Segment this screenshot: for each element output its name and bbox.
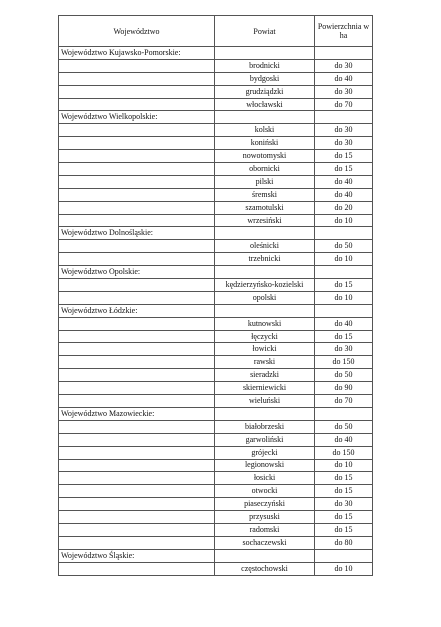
area-cell: do 15 [315,485,373,498]
table-row [59,188,373,201]
powiat-cell: kędzierzyńsko-kozielski [215,279,315,292]
area-cell: do 15 [315,472,373,485]
table-row [59,459,373,472]
empty-cell [59,395,215,408]
empty-cell [59,523,215,536]
table-row [59,356,373,369]
empty-cell [59,382,215,395]
powiat-cell: nowotomyski [215,150,315,163]
table-row [59,214,373,227]
area-cell: do 90 [315,382,373,395]
region-label: Województwo Opolskie: [59,266,215,279]
region-label: Województwo Kujawsko-Pomorskie: [59,47,215,60]
area-cell: do 40 [315,72,373,85]
empty-cell [59,446,215,459]
empty-cell [59,214,215,227]
empty-cell [215,111,315,124]
area-cell: do 40 [315,433,373,446]
region-row [59,549,373,562]
empty-cell [59,433,215,446]
table-row [59,150,373,163]
empty-cell [215,407,315,420]
area-cell: do 40 [315,188,373,201]
empty-cell [59,137,215,150]
table-row [59,562,373,575]
area-cell: do 15 [315,279,373,292]
table-row [59,420,373,433]
empty-cell [59,175,215,188]
table-row [59,343,373,356]
area-cell: do 50 [315,240,373,253]
powiat-cell: radomski [215,523,315,536]
region-label: Województwo Mazowieckie: [59,407,215,420]
table-row [59,85,373,98]
empty-cell [59,485,215,498]
area-cell: do 30 [315,59,373,72]
empty-cell [59,98,215,111]
empty-cell [59,343,215,356]
powiat-cell: rawski [215,356,315,369]
area-cell: do 70 [315,395,373,408]
empty-cell [215,304,315,317]
region-row [59,266,373,279]
powiat-cell: obornicki [215,163,315,176]
region-label: Województwo Śląskie: [59,549,215,562]
powiat-cell: pilski [215,175,315,188]
table-row [59,201,373,214]
empty-cell [59,253,215,266]
empty-cell [59,562,215,575]
table-row [59,59,373,72]
empty-cell [215,266,315,279]
empty-cell [59,201,215,214]
area-cell: do 10 [315,214,373,227]
empty-cell [315,227,373,240]
powiat-cell: przysuski [215,511,315,524]
area-cell: do 150 [315,356,373,369]
region-label: Województwo Wielkopolskie: [59,111,215,124]
powiat-cell: grudziądzki [215,85,315,98]
empty-cell [59,459,215,472]
area-cell: do 30 [315,124,373,137]
empty-cell [59,150,215,163]
empty-cell [315,47,373,60]
area-cell: do 80 [315,536,373,549]
area-cell: do 30 [315,498,373,511]
header-powierzchnia: Powierzchnia w ha [315,16,373,47]
table-row [59,485,373,498]
empty-cell [59,369,215,382]
powiat-cell: skierniewicki [215,382,315,395]
table-row [59,98,373,111]
empty-cell [59,85,215,98]
empty-cell [59,72,215,85]
table-row [59,291,373,304]
table-row [59,536,373,549]
header-row [59,16,373,47]
powiat-cell: łęczycki [215,330,315,343]
area-cell: do 40 [315,317,373,330]
area-cell: do 30 [315,85,373,98]
empty-cell [59,511,215,524]
powiat-cell: sochaczewski [215,536,315,549]
empty-cell [215,227,315,240]
area-cell: do 10 [315,562,373,575]
area-cell: do 15 [315,523,373,536]
table-body [59,47,373,576]
empty-cell [59,124,215,137]
empty-cell [59,330,215,343]
empty-cell [315,304,373,317]
table-row [59,240,373,253]
empty-cell [59,472,215,485]
empty-cell [59,498,215,511]
table-row [59,472,373,485]
table-row [59,369,373,382]
powiat-cell: koniński [215,137,315,150]
table-row [59,382,373,395]
area-cell: do 15 [315,330,373,343]
region-label: Województwo Łódzkie: [59,304,215,317]
powiat-cell: białobrzeski [215,420,315,433]
powiat-cell: brodnicki [215,59,315,72]
area-cell: do 40 [315,175,373,188]
empty-cell [59,240,215,253]
area-cell: do 50 [315,420,373,433]
area-cell: do 70 [315,98,373,111]
powiat-cell: łosicki [215,472,315,485]
area-cell: do 15 [315,511,373,524]
empty-cell [59,59,215,72]
table-row [59,175,373,188]
land-area-table [58,15,373,576]
empty-cell [215,549,315,562]
empty-cell [59,420,215,433]
powiat-cell: opolski [215,291,315,304]
empty-cell [59,291,215,304]
powiat-cell: legionowski [215,459,315,472]
table-row [59,317,373,330]
area-cell: do 30 [315,137,373,150]
area-cell: do 30 [315,343,373,356]
empty-cell [315,266,373,279]
powiat-cell: sieradzki [215,369,315,382]
table-row [59,124,373,137]
area-cell: do 20 [315,201,373,214]
empty-cell [59,188,215,201]
table-row [59,433,373,446]
table-row [59,523,373,536]
region-row [59,304,373,317]
empty-cell [59,317,215,330]
powiat-cell: piaseczyński [215,498,315,511]
area-cell: do 150 [315,446,373,459]
powiat-cell: garwoliński [215,433,315,446]
header-powiat: Powiat [215,16,315,47]
area-cell: do 10 [315,291,373,304]
area-cell: do 10 [315,253,373,266]
powiat-cell: grójecki [215,446,315,459]
region-row [59,407,373,420]
region-row [59,111,373,124]
empty-cell [315,111,373,124]
table-row [59,330,373,343]
table-row [59,511,373,524]
empty-cell [315,407,373,420]
area-cell: do 10 [315,459,373,472]
powiat-cell: oleśnicki [215,240,315,253]
powiat-cell: śremski [215,188,315,201]
area-cell: do 15 [315,163,373,176]
table-row [59,72,373,85]
area-cell: do 15 [315,150,373,163]
table-row [59,498,373,511]
table-row [59,253,373,266]
empty-cell [315,549,373,562]
powiat-cell: bydgoski [215,72,315,85]
table-row [59,137,373,150]
table-row [59,163,373,176]
empty-cell [59,536,215,549]
powiat-cell: włocławski [215,98,315,111]
powiat-cell: kutnowski [215,317,315,330]
empty-cell [215,47,315,60]
empty-cell [59,279,215,292]
powiat-cell: trzebnicki [215,253,315,266]
region-row [59,227,373,240]
area-cell: do 50 [315,369,373,382]
powiat-cell: częstochowski [215,562,315,575]
region-label: Województwo Dolnośląskie: [59,227,215,240]
empty-cell [59,163,215,176]
table-row [59,279,373,292]
table-row [59,446,373,459]
table-row [59,395,373,408]
powiat-cell: szamotulski [215,201,315,214]
powiat-cell: łowicki [215,343,315,356]
powiat-cell: otwocki [215,485,315,498]
region-row [59,47,373,60]
header-wojewodztwo: Województwo [59,16,215,47]
powiat-cell: wieluński [215,395,315,408]
powiat-cell: kolski [215,124,315,137]
powiat-cell: wrzesiński [215,214,315,227]
empty-cell [59,356,215,369]
